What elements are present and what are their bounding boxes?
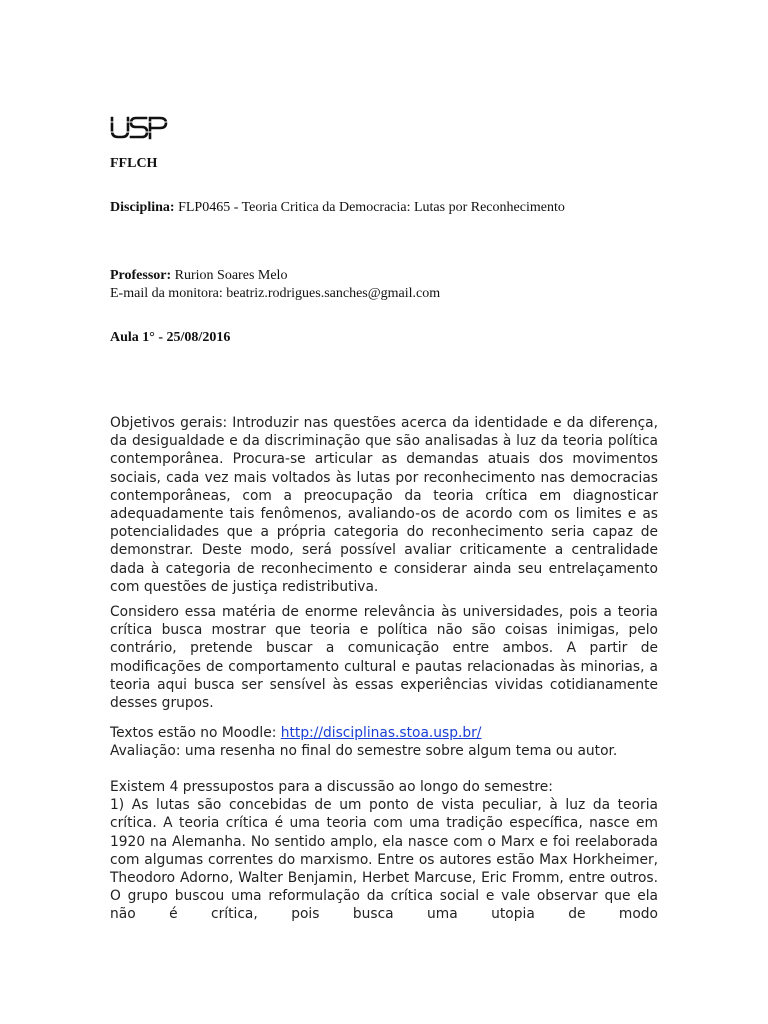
texts-line bbox=[110, 724, 658, 742]
assumptions-block bbox=[110, 778, 658, 924]
discipline-value: FLP0465 - Teoria Critica da Democracia: Lutas por Reconhecimento bbox=[178, 200, 565, 215]
professor-value: Rurion Soares Melo bbox=[174, 268, 288, 283]
class-title: Aula 1° - 25/08/2016 bbox=[110, 330, 231, 345]
texts-prefix: Textos estão no Moodle: bbox=[110, 725, 281, 741]
evaluation-line: Avaliação: uma resenha no final do semestre sobre algum tema ou autor. bbox=[110, 743, 618, 760]
assumptions-intro: Existem 4 pressupostos para a discussão ao longo do semestre: bbox=[110, 779, 553, 795]
email-value: beatriz.rodrigues.sanches@gmail.com bbox=[226, 286, 441, 301]
usp-logo bbox=[110, 116, 170, 140]
objectives-paragraph: Objetivos gerais: Introduzir nas questões acerca da identidade e da diferença, da desigualdade e da discriminação que são analisadas à luz da teoria política contemporânea. Procura-se articular as demandas atuais dos movimentos sociais, cada vez mais voltados às lutas por reconhecimento nas democracias contemporâneas, com a preocupação da teoria crítica em diagnosticar adequadamente tais fenômenos, avaliando-os de acordo com os limites e as potencialidades que a própria categoria do reconhecimento seria capaz de demonstrar. Deste modo, será possível avaliar criticamente a centralidade dada à categoria de reconhecimento e considerar ainda seu entrelaçamento com questões de justiça redistributiva. bbox=[110, 415, 658, 595]
institute-name: FFLCH bbox=[110, 156, 158, 171]
relevance-paragraph: Considero essa matéria de enorme relevância às universidades, pois a teoria crítica busca mostrar que teoria e política não são coisas inimigas, pelo contrário, pretende buscar a comunicação entre ambos. A partir de modificações de comportamento cultural e pautas relacionadas às minorias, a teoria aqui busca ser sensível às essas experiências vividas cotidianamente desses grupos. bbox=[110, 604, 658, 712]
svg-text:USP: USP bbox=[110, 116, 112, 117]
assumption-1: 1) As lutas são concebidas de um ponto de vista peculiar, à luz da teoria crítica. A teoria crítica é uma teoria com uma tradição específica, nasce em 1920 na Alemanha. No sentido amplo, ela nasce com o Marx e foi reelaborada com algumas correntes do marxismo. Entre os autores estão Max Horkheimer, Theodoro Adorno, Walter Benjamin, Herbet Marcuse, Eric Fromm, entre outros. O grupo buscou uma reformulação da crítica social e vale observar que ela não é crítica, pois busca uma utopia de modo bbox=[110, 797, 658, 923]
professor-line bbox=[110, 268, 287, 284]
discipline-label: Disciplina: bbox=[110, 200, 175, 215]
professor-label: Professor: bbox=[110, 268, 172, 283]
discipline-line bbox=[110, 200, 565, 216]
email-label: E-mail da monitora: bbox=[110, 286, 223, 301]
email-line bbox=[110, 286, 440, 302]
resources-block bbox=[110, 724, 658, 760]
moodle-link[interactable]: http://disciplinas.stoa.usp.br/ bbox=[280, 725, 482, 741]
